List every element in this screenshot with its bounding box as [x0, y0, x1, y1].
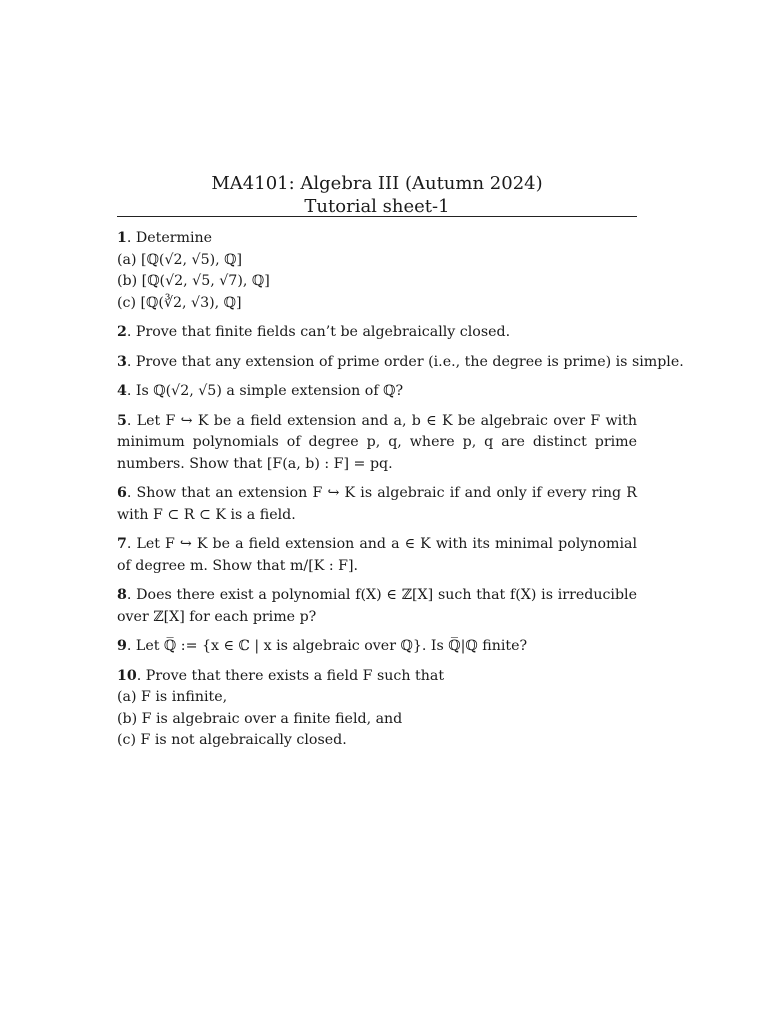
problem-6: [117, 483, 637, 526]
problem-number: 9: [117, 638, 127, 654]
problem-text: . Prove that there exists a field F such that: [136, 667, 445, 684]
document-subtitle: Tutorial sheet-1: [304, 196, 450, 217]
problem-list: [117, 228, 684, 760]
problem-text: . Show that an extension F ↪ K is algebraic if and only if every ring R with F ⊂ R ⊂ K is a field.: [117, 485, 637, 523]
problem-text: . Let F ↪ K be a field extension and a ∈ K with its minimal polynomial of degree m. Show that m/[K : F].: [117, 536, 637, 574]
problem-text: . Let ℚ̅ := {x ∈ ℂ | x is algebraic over ℚ}. Is ℚ̅|ℚ finite?: [126, 638, 528, 654]
problem-number: 2: [117, 324, 127, 340]
problem-number: 1: [117, 230, 127, 246]
problem-text: . Determine: [126, 230, 213, 246]
problem-3: [117, 352, 684, 374]
problem-text: . Is ℚ(√2, √5) a simple extension of ℚ?: [126, 383, 404, 399]
problem-part: (b) [ℚ(√2, √5, √7), ℚ]: [117, 273, 270, 289]
problem-9: [117, 636, 637, 658]
problem-1: [117, 228, 637, 314]
problem-4: [117, 381, 637, 403]
page-header: [117, 172, 637, 218]
problem-number: 4: [117, 383, 127, 399]
problem-number: 6: [117, 485, 127, 501]
problem-7: [117, 534, 637, 577]
problem-2: [117, 322, 637, 344]
header-divider: [117, 216, 637, 217]
problem-8: [117, 585, 637, 628]
problem-text: . Prove that finite fields can’t be algebraically closed.: [126, 324, 511, 340]
problem-number: 3: [117, 353, 127, 370]
problem-5: [117, 411, 637, 476]
document-title: MA4101: Algebra III (Autumn 2024): [211, 173, 543, 194]
problem-text: . Prove that any extension of prime order (i.e., the degree is prime) is simple.: [126, 353, 684, 370]
problem-text: . Let F ↪ K be a field extension and a, b ∈ K be algebraic over F with minimum polynomials of degree p, q, where p, q are distinct prime numbers. Show that [F(a, b) : F] = pq.: [117, 412, 637, 472]
problem-text: . Does there exist a polynomial f(X) ∈ ℤ[X] such that f(X) is irreducible over ℤ[X] for each prime p?: [117, 587, 637, 625]
problem-number: 10: [117, 667, 137, 684]
problem-number: 8: [117, 587, 127, 603]
problem-number: 7: [117, 536, 127, 552]
problem-number: 5: [117, 412, 127, 429]
problem-part: (c) [ℚ(∛2, √3), ℚ]: [117, 294, 242, 311]
problem-part: (a) [ℚ(√2, √5), ℚ]: [117, 251, 243, 268]
problem-part: (a) F is infinite,: [117, 689, 228, 705]
problem-part: (b) F is algebraic over a finite field, and: [117, 710, 403, 727]
problem-10: [117, 666, 637, 752]
problem-part: (c) F is not algebraically closed.: [117, 732, 347, 748]
